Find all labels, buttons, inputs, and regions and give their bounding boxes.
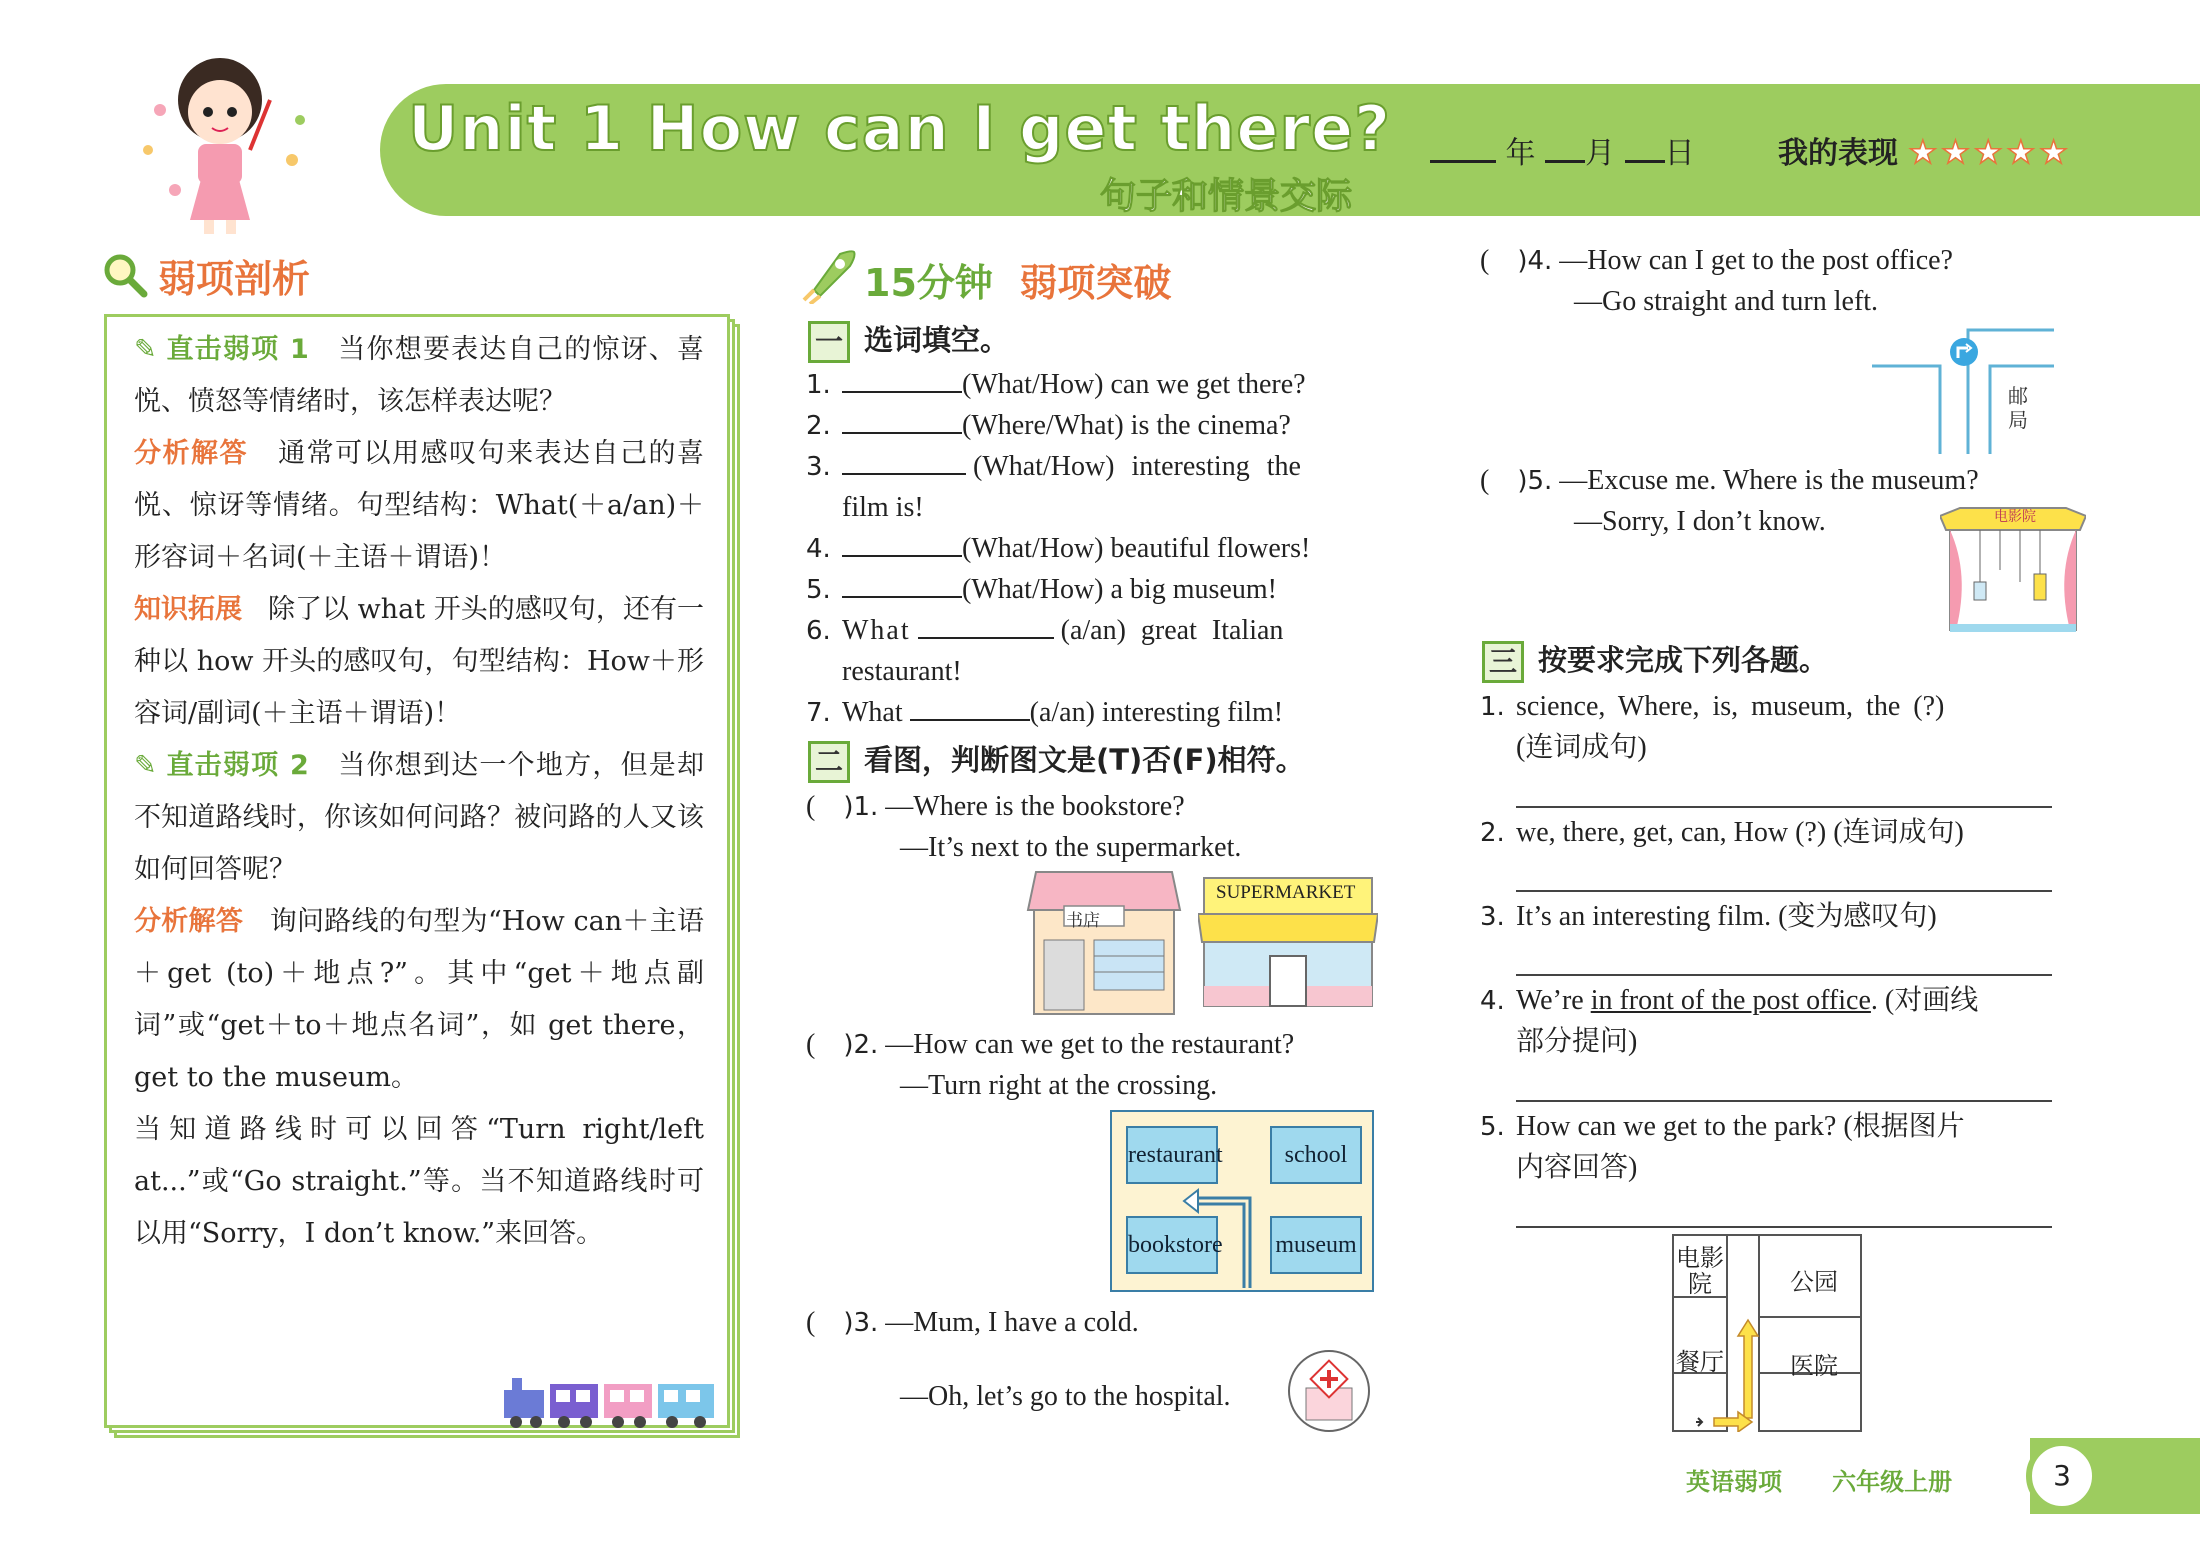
analysis-2-label: 分析解答 <box>134 906 244 937</box>
month-blank[interactable] <box>1545 139 1585 163</box>
girl-illustration <box>120 40 320 240</box>
tf-answer-5: —Sorry, I don’t know. <box>1574 506 1826 537</box>
performance-label: 我的表现 <box>1778 136 1898 171</box>
question-text: —Excuse me. Where is the museum? <box>1559 465 1979 496</box>
pencil-icon: ✎ <box>134 334 157 365</box>
knowledge-extension <box>134 584 704 740</box>
tf-question-3 <box>806 1302 1139 1344</box>
date-line <box>1430 128 1695 172</box>
question-number: )4. <box>1517 246 1553 276</box>
task-underlined-text: in front of the post office <box>1590 985 1871 1016</box>
train-illustration <box>500 1372 730 1428</box>
fill-question-3 <box>806 446 1301 488</box>
question-number: 3. <box>806 452 831 482</box>
task-5-cont: 内容回答) <box>1516 1152 1638 1183</box>
weak-analysis-heading: 弱项剖析 <box>158 257 311 301</box>
task-5-answer-line[interactable] <box>1516 1226 2052 1228</box>
analysis-content <box>134 324 704 1260</box>
question-number: )3. <box>843 1308 879 1338</box>
task-number: 5. <box>1480 1112 1505 1142</box>
hospital-icon <box>1286 1348 1372 1434</box>
task-text: we, there, get, can, How (?) (连词成句) <box>1516 817 1964 848</box>
section-3-title <box>1482 638 1828 683</box>
answer-blank[interactable] <box>910 699 1030 721</box>
task-number: 3. <box>1480 902 1505 932</box>
question-prefix: What <box>842 697 903 728</box>
answer-paren[interactable]: ( <box>806 1307 844 1338</box>
weak-item-2 <box>134 740 704 896</box>
task-number: 2. <box>1480 818 1505 848</box>
tf-question-2 <box>806 1024 1294 1066</box>
task-text-suffix: . (对画线 <box>1870 985 1979 1016</box>
map-hospital-label: 医院 <box>1790 1354 1838 1380</box>
question-text: —Where is the bookstore? <box>885 791 1185 822</box>
extension-text: 除了以 what 开头的感叹句，还有一种以 how 开头的感叹句，句型结构：How＋形容词/副词(＋主语＋谓语)！ <box>134 594 704 729</box>
task-2 <box>1480 812 1964 854</box>
question-text: (Where/What) is the cinema? <box>962 410 1291 441</box>
map-bookstore: bookstore <box>1126 1216 1218 1274</box>
section-3-badge: 三 <box>1482 641 1524 683</box>
task-text: How can we get to the park? (根据图片 <box>1516 1111 1965 1142</box>
weak-item-1 <box>134 324 704 428</box>
weak-item-1-text: 当你想要表达自己的惊讶、喜悦、愤怒等情绪时，该怎样表达呢？ <box>134 334 705 417</box>
fill-question-1 <box>806 364 1306 406</box>
month-label: 月 <box>1585 136 1616 171</box>
question-text: —Mum, I have a cold. <box>885 1307 1139 1338</box>
breakthrough-heading <box>864 252 1171 307</box>
footer-text <box>1686 1462 1952 1497</box>
task-number: 1. <box>1480 692 1505 722</box>
question-number: )2. <box>843 1030 879 1060</box>
fill-question-5 <box>806 569 1277 611</box>
map-school: school <box>1270 1126 1362 1184</box>
analysis-1-label: 分析解答 <box>134 438 248 469</box>
question-text: —How can I get to the post office? <box>1559 245 1953 276</box>
book-name: 英语弱项 <box>1686 1468 1782 1496</box>
question-number: 6. <box>806 616 831 646</box>
park-map <box>1672 1234 1862 1432</box>
fill-question-7 <box>806 692 1283 734</box>
task-text-prefix: We’re <box>1516 985 1591 1016</box>
answer-paren[interactable]: ( <box>1480 245 1518 276</box>
year-blank[interactable] <box>1430 139 1496 163</box>
task-5 <box>1480 1106 1965 1148</box>
performance-rating <box>1778 128 2072 172</box>
section-1-badge: 一 <box>808 321 850 363</box>
weak-item-2-text: 当你想到达一个地方，但是却不知道路线时，你该如何问路？被问路的人又该如何回答呢？ <box>134 750 705 885</box>
answer-blank[interactable] <box>842 576 962 598</box>
question-text: (What/How) beautiful flowers! <box>962 533 1311 564</box>
tf-answer-1: —It’s next to the supermarket. <box>900 832 1242 863</box>
question-text: (What/How) can we get there? <box>962 369 1306 400</box>
section-3-instruction: 按要求完成下列各题。 <box>1538 643 1829 677</box>
answer-paren[interactable]: ( <box>806 791 844 822</box>
map-restaurant: restaurant <box>1126 1126 1218 1184</box>
day-blank[interactable] <box>1625 139 1665 163</box>
tf-answer-2: —Turn right at the crossing. <box>900 1070 1218 1101</box>
time-label: 15分钟 <box>864 261 993 305</box>
pencil-icon: ✎ <box>134 750 157 781</box>
supermarket-sign: SUPERMARKET <box>1216 882 1356 903</box>
task-text: It’s an interesting film. (变为感叹句) <box>1516 901 1937 932</box>
unit-subtitle: 句子和情景交际 <box>1100 176 1353 217</box>
weak-item-1-label: 直击弱项 1 <box>166 334 309 365</box>
fill-question-6 <box>806 610 1283 652</box>
task-2-answer-line[interactable] <box>1516 890 2052 892</box>
grade-name: 六年级上册 <box>1832 1468 1953 1496</box>
tf-answer-3: —Oh, let’s go to the hospital. <box>900 1381 1231 1412</box>
year-label: 年 <box>1505 136 1536 171</box>
fill-question-3-cont: film is! <box>842 492 924 523</box>
fill-question-4 <box>806 528 1310 570</box>
answer-blank[interactable] <box>842 412 962 434</box>
task-number: 4. <box>1480 986 1505 1016</box>
question-text: —How can we get to the restaurant? <box>885 1029 1295 1060</box>
answer-blank[interactable] <box>842 535 962 557</box>
section-1-instruction: 选词填空。 <box>864 323 1010 357</box>
answer-blank[interactable] <box>918 617 1054 639</box>
task-4 <box>1480 980 1978 1022</box>
extension-label: 知识拓展 <box>134 594 243 625</box>
map-restaurant-label: 餐厅 <box>1676 1350 1724 1376</box>
fill-question-6-cont: restaurant! <box>842 656 962 687</box>
tf-question-4 <box>1480 240 1953 282</box>
analysis-1 <box>134 428 704 584</box>
question-number: 4. <box>806 534 831 564</box>
analysis-2-text: 询问路线的句型为“How can＋主语＋get (to)＋地点?”。其中“get＋地点副词”或“get＋to＋地点名词”，如 get there，get to the museum。 <box>134 906 704 1093</box>
question-number: 5. <box>806 575 831 605</box>
task-4-answer-line[interactable] <box>1516 1100 2052 1102</box>
task-4-cont: 部分提问) <box>1516 1026 1638 1057</box>
section-2-title <box>808 738 1305 783</box>
bookstore-picture <box>1024 870 1184 1016</box>
section-2-badge: 二 <box>808 741 850 783</box>
section-2-instruction: 看图，判断图文是(T)否(F)相符。 <box>864 743 1305 777</box>
map-museum: museum <box>1270 1216 1362 1274</box>
question-text: (What/How) interesting the <box>973 451 1301 482</box>
analysis-1-text: 通常可以用感叹句来表达自己的喜悦、惊讶等情绪。句型结构：What(＋a/an)＋形容词＋名词(＋主语＋谓语)！ <box>134 438 705 573</box>
answer-paren[interactable]: ( <box>806 1029 844 1060</box>
star-rating-icons[interactable]: ★★★★★ <box>1908 133 2072 171</box>
map-park-label: 公园 <box>1790 1270 1838 1296</box>
rocket-icon <box>800 246 860 304</box>
question-number: 7. <box>806 698 831 728</box>
task-3-answer-line[interactable] <box>1516 974 2052 976</box>
task-text: science, Where, is, museum, the (?) <box>1516 691 1945 722</box>
answer-blank[interactable] <box>842 453 966 475</box>
page-number: 3 <box>2026 1440 2098 1512</box>
route-arrow-icon <box>1182 1180 1262 1290</box>
weak-item-2-label: 直击弱项 2 <box>166 750 309 781</box>
tf-question-1 <box>806 786 1185 828</box>
magnifier-icon <box>100 250 148 298</box>
question-text: (What/How) a big museum! <box>962 574 1277 605</box>
task-1-cont: (连词成句) <box>1516 732 1647 763</box>
crossing-map <box>1110 1110 1374 1292</box>
post-office-label: 邮局 <box>2008 384 2028 432</box>
question-number: 1. <box>806 370 831 400</box>
tf-answer-4: —Go straight and turn left. <box>1574 286 1879 317</box>
task-3 <box>1480 896 1937 938</box>
analysis-2 <box>134 896 704 1104</box>
question-prefix: What <box>842 615 911 646</box>
map-cinema-label: 电影院 <box>1676 1246 1724 1298</box>
fill-question-2 <box>806 405 1291 447</box>
answer-paren[interactable]: ( <box>1480 465 1518 496</box>
question-text: (a/an) interesting film! <box>1029 697 1284 728</box>
breakthrough-label: 弱项突破 <box>1019 261 1172 305</box>
question-number: )5. <box>1517 466 1553 496</box>
unit-title: Unit 1 How can I get there? <box>408 92 1392 165</box>
day-label: 日 <box>1664 136 1695 171</box>
task-1-answer-line[interactable] <box>1516 806 2052 808</box>
question-text: (a/an) great Italian <box>1060 615 1284 646</box>
cinema-sign: 电影院 <box>1994 509 2036 525</box>
task-1 <box>1480 686 1944 728</box>
bookstore-sign: 书店 <box>1066 911 1100 931</box>
section-1-title <box>808 318 1009 363</box>
question-number: 2. <box>806 411 831 441</box>
final-note: 当知道路线时可以回答“Turn right/left at...”或“Go straight.”等。当不知道路线时可以用“Sorry，I don’t know.”来回答。 <box>134 1114 704 1249</box>
tf-question-5 <box>1480 460 1979 502</box>
question-number: )1. <box>843 792 879 822</box>
route-arrows-icon <box>1694 1306 1774 1432</box>
answer-blank[interactable] <box>842 371 962 393</box>
